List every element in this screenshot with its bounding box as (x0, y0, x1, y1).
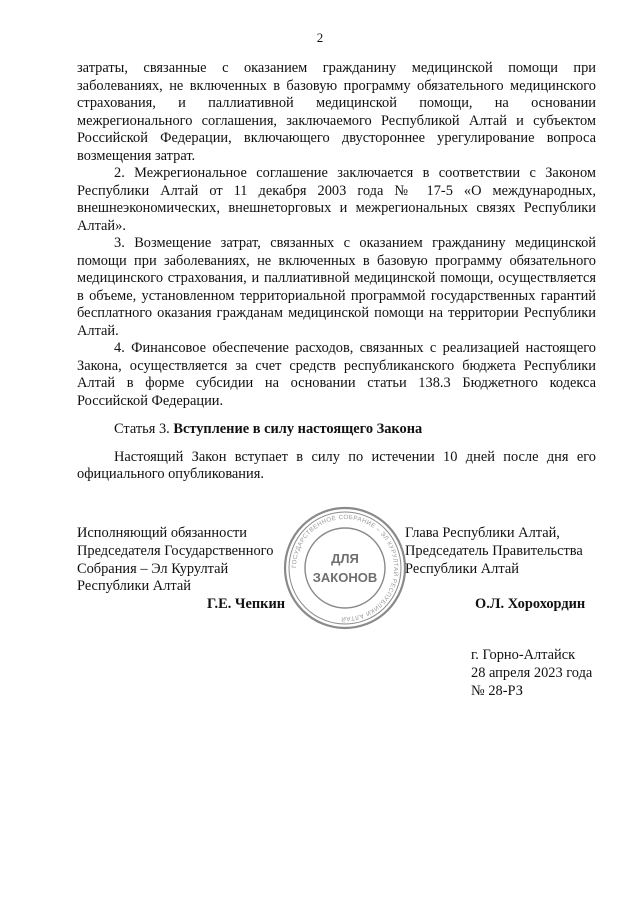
paragraph-2: 2. Межрегиональное соглашение заключается в соответствии с Законом Республики Алтай от 11 декабря 2003 года № 17-5 «О международных, внешнеэкономических, внешнеторговых и межрегиональных связях Республики Алтай». (77, 165, 596, 234)
signatory-left-line: Республики Алтай (77, 578, 191, 595)
signatory-left-line: Исполняющий обязанности (77, 525, 248, 541)
paragraph-3: 3. Возмещение затрат, связанных с оказанием гражданину медицинской помощи при заболеваниях, не включенных в базовую программу обязательного медицинского страхования, и паллиативной медицинской помощи, осуществляется в объеме, установленном территориальной программой государственных гарантий бесплатного оказания гражданам медицинской помощи на территории Республики Алтай. (77, 235, 596, 339)
signatory-left-line: Председателя Государственного (77, 542, 274, 559)
law-number: № 28-РЗ (471, 682, 523, 699)
signatory-left-line: Собрания – Эл Курултай (77, 560, 229, 577)
official-stamp (282, 505, 408, 631)
article-heading (77, 421, 596, 439)
signatory-right-line: Республики Алтай (405, 560, 519, 577)
article-text: Настоящий Закон вступает в силу по истечении 10 дней после дня его официального опубликования. (77, 448, 596, 482)
document-body (77, 60, 596, 484)
article-prefix: Статья 3. (114, 421, 170, 437)
stamp-line-1: ДЛЯ (331, 551, 359, 566)
stamp-ring-text: ГОСУДАРСТВЕННОЕ СОБРАНИЕ – ЭЛ КУРУЛТАЙ РЕСПУБЛИКИ АЛТАЙ (290, 513, 400, 623)
svg-text:ГОСУДАРСТВЕННОЕ СОБРАНИЕ – ЭЛ (291, 514, 400, 623)
signatory-right-name: О.Л. Хорохордин (475, 596, 586, 612)
signatory-left-name: Г.Е. Чепкин (207, 596, 286, 612)
signatory-left (77, 525, 307, 612)
signatory-right (405, 525, 605, 612)
paragraph-4: 4. Финансовое обеспечение расходов, связанных с реализацией настоящего Закона, осуществляется за счет средств республиканского бюджета Республики Алтай в форме субсидии на основании статьи 138.3 Бюджетного кодекса Российской Федерации. (77, 340, 596, 409)
stamp-line-2: ЗАКОНОВ (312, 570, 378, 585)
article-title: Вступление в силу настоящего Закона (173, 421, 423, 437)
signatory-right-line: Председатель Правительства (405, 542, 583, 559)
page-number: 2 (316, 30, 324, 45)
place-and-date (471, 647, 592, 700)
city: г. Горно-Алтайск (471, 647, 576, 663)
paragraph-continuation: затраты, связанные с оказанием гражданину медицинской помощи при заболеваниях, не включенных в базовую программу обязательного медицинского страхования, и паллиативной медицинской помощи, на основании межрегионального соглашения, заключаемого Республикой Алтай и субъектом Российской Федерации, включающего двустороннее урегулирование вопроса возмещения затрат. (77, 60, 596, 164)
signatory-right-line: Глава Республики Алтай, (405, 525, 560, 541)
date: 28 апреля 2023 года (471, 664, 593, 681)
